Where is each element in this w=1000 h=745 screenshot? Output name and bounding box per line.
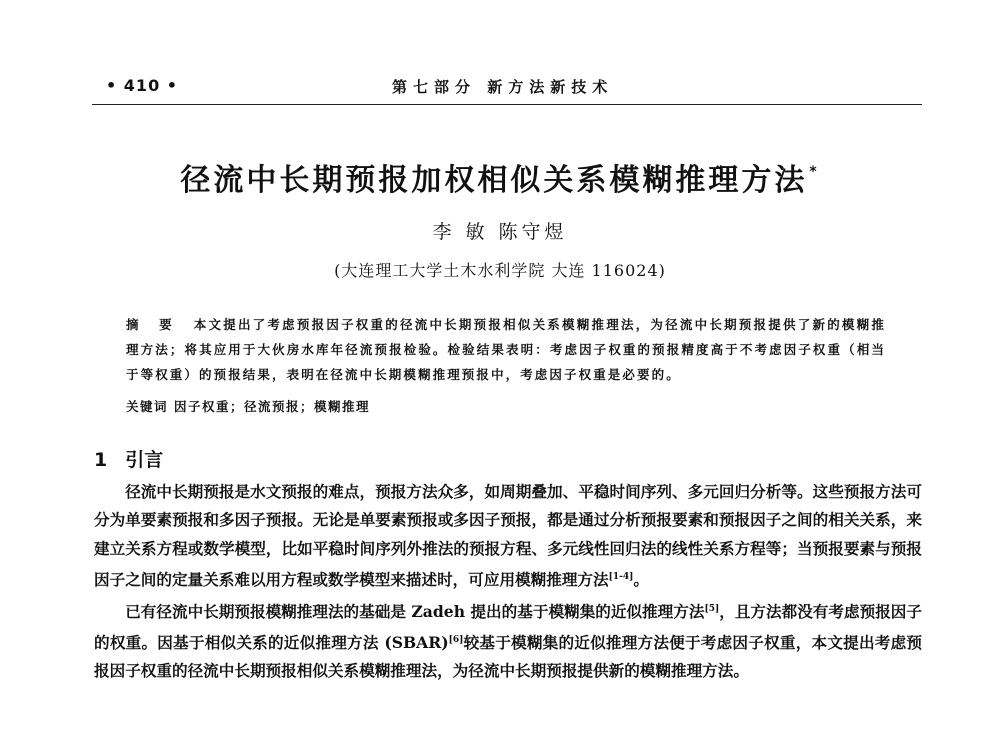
running-header [92,76,920,102]
page-number: • 410 • [106,76,178,95]
citation: [6] [448,635,464,646]
abstract-label: 摘 要 [126,317,180,332]
paragraph-text: ，且方法都没有考虑预报因子的权重。因基于相似关系的近似推理方法 (SBAR) [94,601,922,653]
keywords-label: 关键词 [126,399,169,414]
keywords [126,397,886,417]
section-number: 1 [94,449,108,471]
abstract [126,312,886,387]
paragraph [94,478,922,595]
citation: [1-4] [608,572,634,583]
section-heading [94,445,163,472]
affiliation: (大连理工大学土木水利学院 大连 116024) [334,261,666,280]
article-title [0,155,1000,199]
abstract-text: 本文提出了考虑预报因子权重的径流中长期预报相似关系模糊推理法，为径流中长期预报提供了新的模糊推理方法；将其应用于大伙房水库年径流预报检验。检验结果表明：考虑因子权重的预报精度高于不考虑因子权重（相当于等权重）的预报结果，表明在径流中长期模糊推理预报中，考虑因子权重是必要的。 [126,317,886,382]
title-footnote-mark: * [809,164,820,180]
paragraph-text: 已有径流中长期预报模糊推理法的基础是 Zadeh 提出的基于模糊集的近似推理方法 [125,601,705,621]
paragraph-text: 较基于模糊集的近似推理方法便于考虑因子权重，本文提出考虑预报因子权重的径流中长期预报相似关系模糊推理法，为径流中长期预报提供新的模糊推理方法。 [94,633,922,681]
authors: 李 敏 陈守煜 [432,221,568,243]
section-title: 第七部分 新方法新技术 [392,78,614,96]
paragraph [94,595,922,686]
citation: [5] [704,603,720,614]
paragraph-text: 径流中长期预报是水文预报的难点，预报方法众多，如周期叠加、平稳时间序列、多元回归分析等。这些预报方法可分为单要素预报和多因子预报。无论是单要素预报或多因子预报，都是通过分析预报要素和预报因子之间的相关关系，来建立关系方程或数学模型，比如平稳时间序列外推法的预报方程、多元线性回归法的线性关系方程等；当预报要素与预报因子之间的定量关系难以用方程或数学模型来描述时，可应用模糊推理方法 [94,482,922,590]
keywords-text: 因子权重；径流预报；模糊推理 [174,399,371,414]
header-rule [92,104,922,105]
section-body [94,478,922,686]
title-text: 径流中长期预报加权相似关系模糊推理方法 [180,163,808,198]
section-title-text: 引言 [125,449,164,471]
paragraph-text: 。 [633,570,649,590]
